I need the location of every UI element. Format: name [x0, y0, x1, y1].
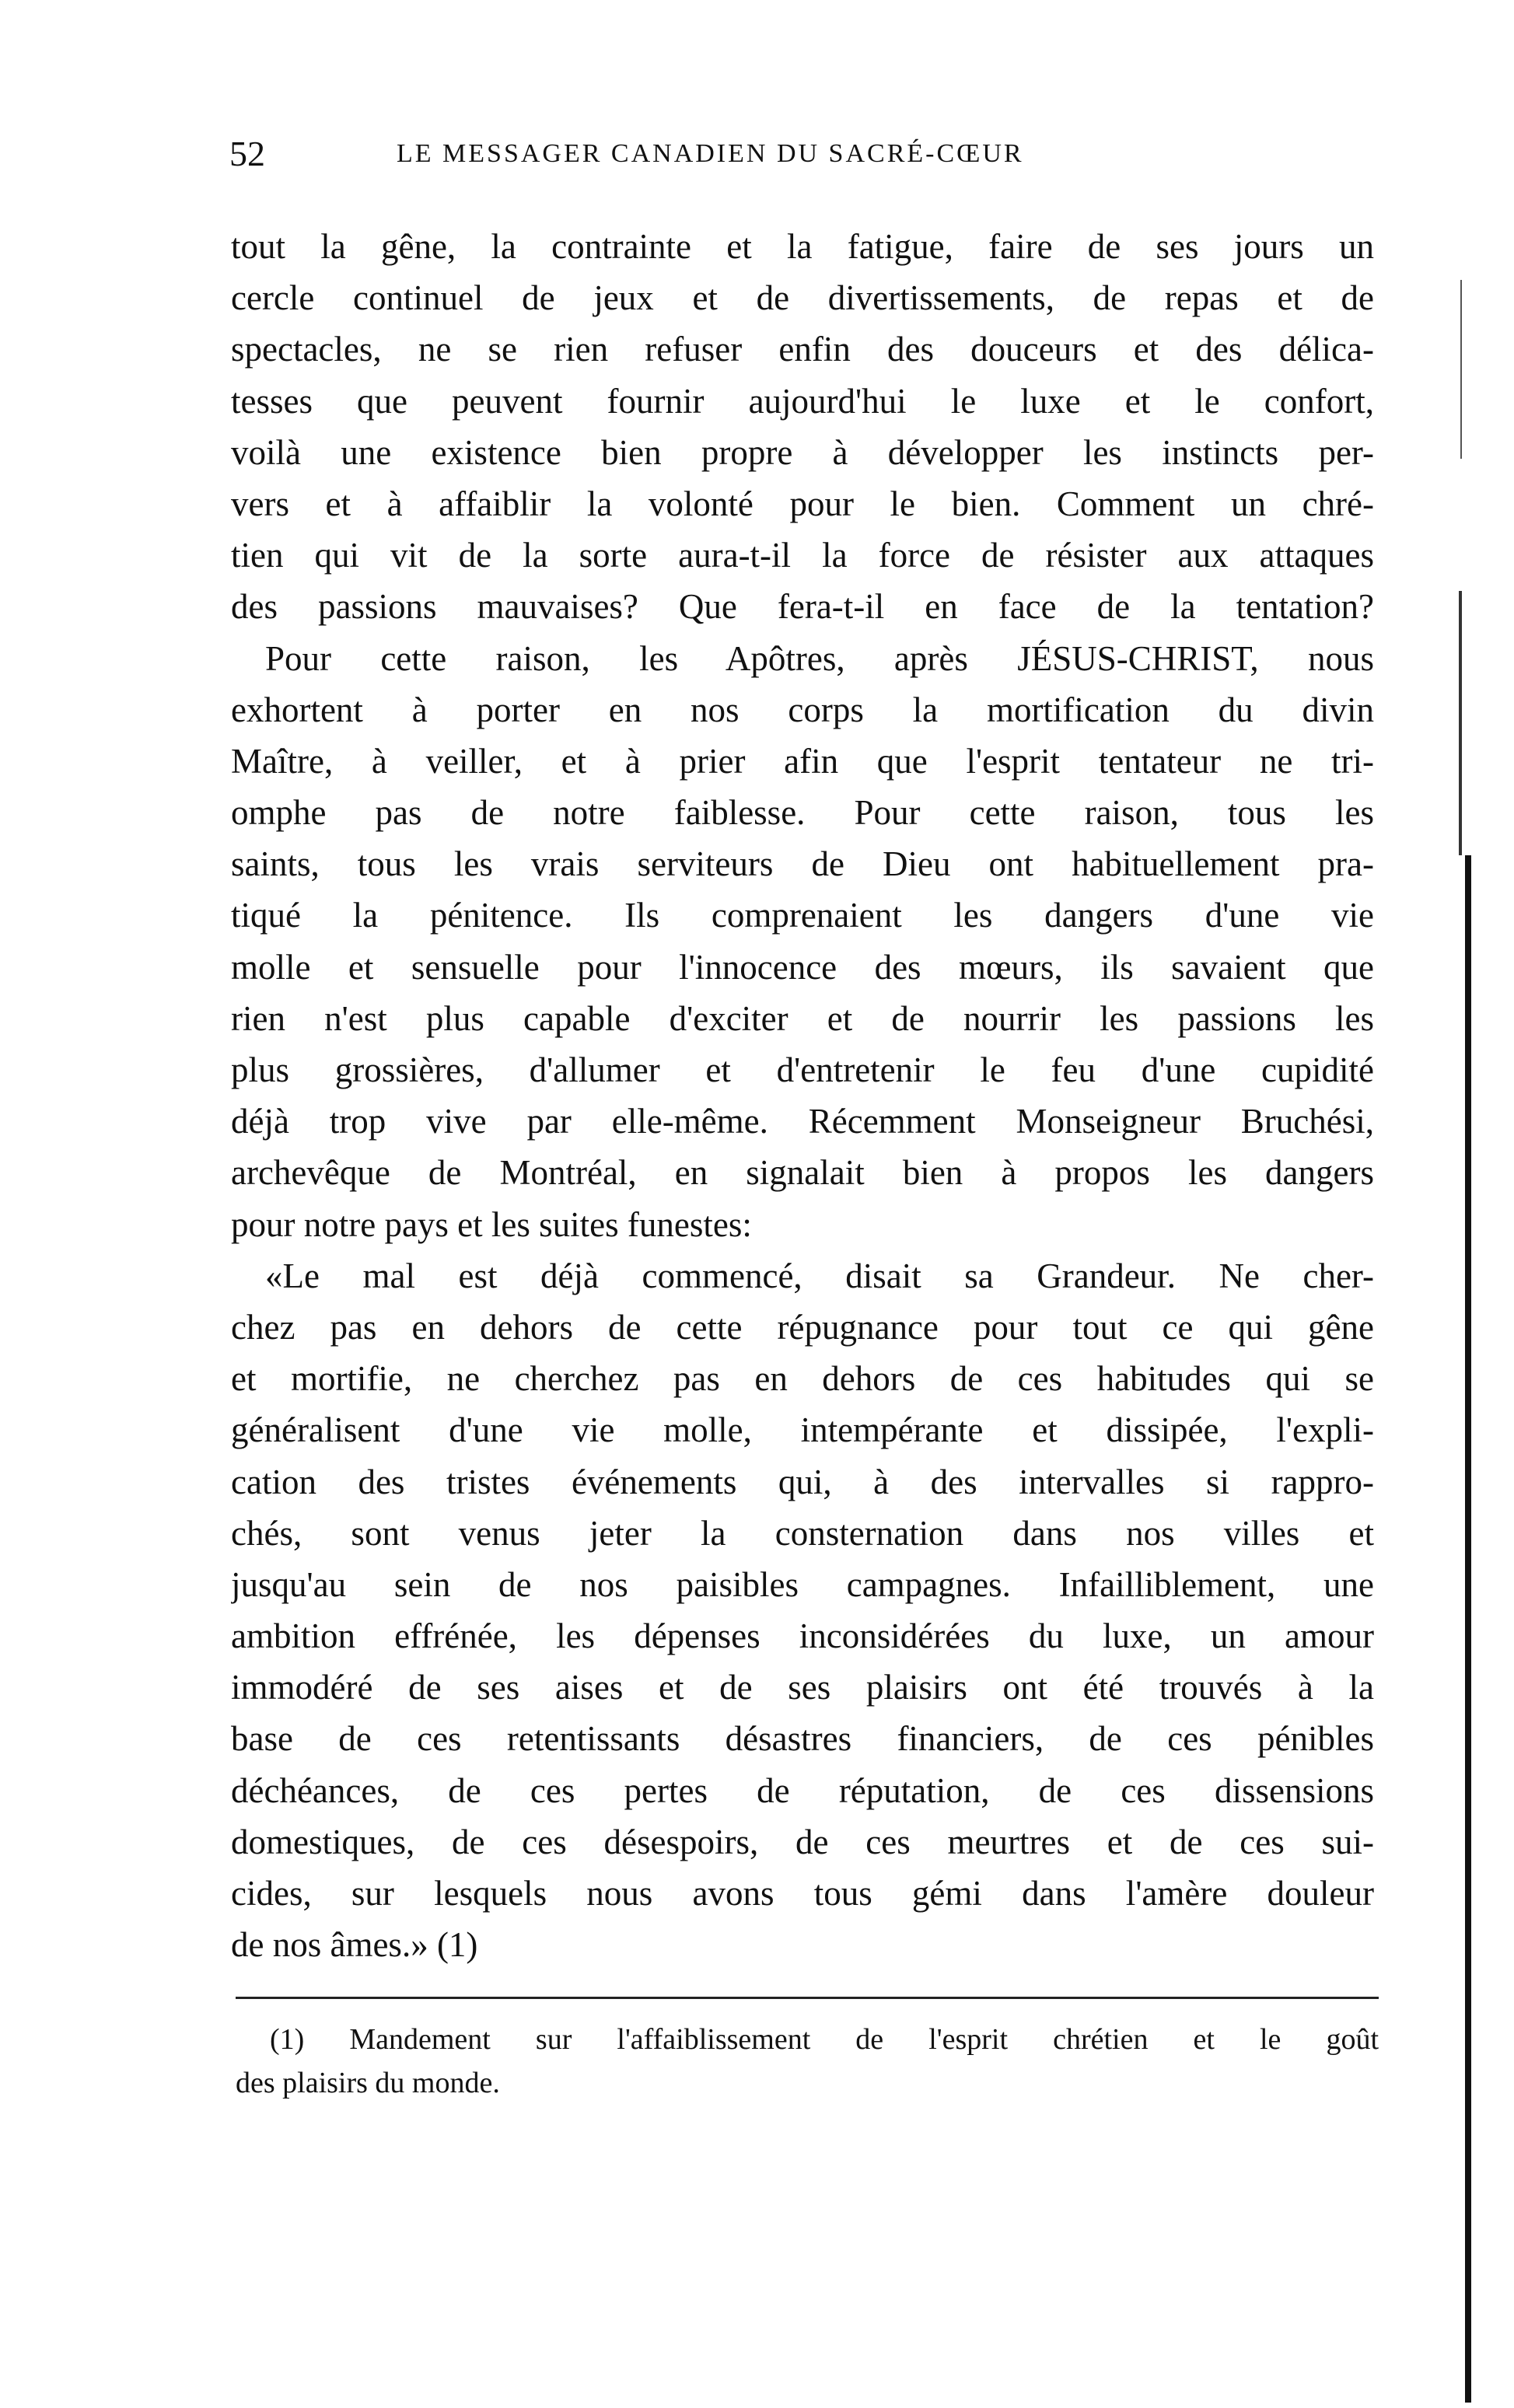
text-line: plus grossières, d'allumer et d'entretenir le feu d'une cupidité	[231, 1050, 1374, 1089]
text-line: cides, sur lesquels nous avons tous gémi dans l'amère douleur	[231, 1874, 1374, 1913]
text-line: Pour cette raison, les Apôtres, après JÉSUS-CHRIST, nous	[265, 638, 1374, 678]
text-line: «Le mal est déjà commencé, disait sa Grandeur. Ne cher-	[265, 1256, 1374, 1295]
text-line: déchéances, de ces pertes de réputation, de ces dissensions	[231, 1770, 1374, 1810]
scan-edge-shadow	[1465, 855, 1471, 2403]
text-line: chez pas en dehors de cette répugnance pour tout ce qui gêne	[231, 1307, 1374, 1347]
text-line: vers et à affaiblir la volonté pour le bien. Comment un chré-	[231, 484, 1374, 523]
text-line: rien n'est plus capable d'exciter et de nourrir les passions les	[231, 998, 1374, 1038]
text-line: tesses que peuvent fournir aujourd'hui le luxe et le confort,	[231, 381, 1374, 421]
text-line: des passions mauvaises? Que fera-t-il en face de la tentation?	[231, 587, 1374, 627]
text-line: cercle continuel de jeux et de divertissements, de repas et de	[231, 278, 1374, 318]
text-line: omphe pas de notre faiblesse. Pour cette raison, tous les	[231, 793, 1374, 833]
text-line: tien qui vit de la sorte aura-t-il la force de résister aux attaques	[231, 536, 1374, 575]
text-line: tout la gêne, la contrainte et la fatigue, faire de ses jours un	[231, 227, 1374, 266]
page-number: 52	[229, 134, 265, 173]
text-line: base de ces retentissants désastres financiers, de ces pénibles	[231, 1719, 1374, 1759]
text-line: immodéré de ses aises et de ses plaisirs ont été trouvés à la	[231, 1668, 1374, 1707]
text-line: spectacles, ne se rien refuser enfin des douceurs et des délica-	[231, 330, 1374, 369]
footnote-rule	[236, 1997, 1379, 1999]
text-line: jusqu'au sein de nos paisibles campagnes. Infailliblement, une	[231, 1564, 1374, 1604]
text-line: généralisent d'une vie molle, intempérante et dissipée, l'expli-	[231, 1410, 1374, 1450]
body-text	[231, 221, 1374, 1970]
text-line: molle et sensuelle pour l'innocence des mœurs, ils savaient que	[231, 947, 1374, 987]
scan-edge-shadow	[1460, 280, 1462, 459]
text-line: voilà une existence bien propre à développer les instincts per-	[231, 432, 1374, 472]
text-line: ambition effrénée, les dépenses inconsidérées du luxe, un amour	[231, 1616, 1374, 1656]
text-line: déjà trop vive par elle-même. Récemment Monseigneur Bruchési,	[231, 1102, 1374, 1141]
text-line: Maître, à veiller, et à prier afin que l'esprit tentateur ne tri-	[231, 741, 1374, 781]
running-head	[229, 131, 1380, 177]
text-line: archevêque de Montréal, en signalait bien à propos les dangers	[231, 1153, 1374, 1193]
text-line: chés, sont venus jeter la consternation dans nos villes et	[231, 1513, 1374, 1553]
text-line: pour notre pays et les suites funestes:	[231, 1204, 752, 1244]
text-line: et mortifie, ne cherchez pas en dehors de ces habitudes qui se	[231, 1359, 1374, 1399]
footnote-line: (1) Mandement sur l'affaiblissement de l'esprit chrétien et le goût	[270, 2023, 1379, 2056]
text-line: saints, tous les vrais serviteurs de Dieu ont habituellement pra-	[231, 844, 1374, 884]
text-line: tiqué la pénitence. Ils comprenaient les dangers d'une vie	[231, 896, 1374, 935]
footnote	[236, 2018, 1379, 2105]
text-line: exhortent à porter en nos corps la mortification du divin	[231, 690, 1374, 729]
scan-edge-shadow	[1459, 591, 1462, 855]
text-line: domestiques, de ces désespoirs, de ces meurtres et de ces sui-	[231, 1822, 1374, 1861]
running-title: LE MESSAGER CANADIEN DU SACRÉ-CŒUR	[397, 139, 1024, 168]
text-line: de nos âmes.» (1)	[231, 1925, 478, 1965]
footnote-line: des plaisirs du monde.	[236, 2067, 500, 2099]
text-line: cation des tristes événements qui, à des intervalles si rappro-	[231, 1462, 1374, 1501]
